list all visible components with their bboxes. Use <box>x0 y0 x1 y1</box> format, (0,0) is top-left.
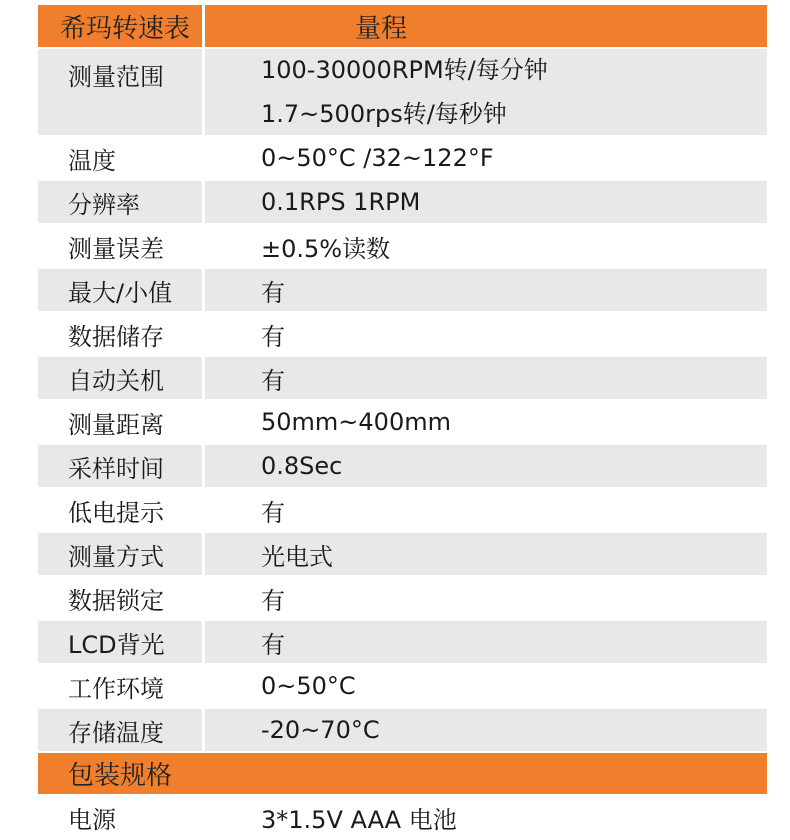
row-value <box>205 709 767 751</box>
row-label: 测量距离 <box>38 401 205 443</box>
table-row <box>38 181 767 225</box>
table-body <box>38 49 767 753</box>
row-label: 测量误差 <box>38 225 205 267</box>
row-value-line: 100-30000RPM转/每分钟 <box>261 56 548 84</box>
section-header-packaging <box>38 753 767 796</box>
table-row <box>38 49 767 137</box>
row-value <box>205 621 767 663</box>
row-value <box>205 665 767 707</box>
row-label: 低电提示 <box>38 489 205 531</box>
table-row <box>38 269 767 313</box>
table-header <box>38 5 767 49</box>
row-value-line: 有 <box>261 630 285 659</box>
table-row <box>38 621 767 665</box>
table-row <box>38 137 767 181</box>
row-label: 数据储存 <box>38 313 205 355</box>
row-label: 自动关机 <box>38 357 205 399</box>
table-row <box>38 709 767 753</box>
row-value-line: 有 <box>261 586 285 615</box>
row-label: 温度 <box>38 137 205 179</box>
table-row <box>38 357 767 401</box>
row-value <box>205 269 767 311</box>
table-row <box>38 796 767 840</box>
row-value-line: 有 <box>261 322 285 351</box>
row-value-line: 有 <box>261 366 285 395</box>
row-value-line: 0~50°C <box>261 672 356 700</box>
table-row <box>38 577 767 621</box>
row-value-line: 0.1RPS 1RPM <box>261 188 421 216</box>
row-label: LCD背光 <box>38 621 205 663</box>
table-row <box>38 533 767 577</box>
row-value-line: 有 <box>261 278 285 307</box>
row-value-line: 有 <box>261 498 285 527</box>
row-value <box>205 181 767 223</box>
row-value <box>205 137 767 179</box>
row-value <box>205 225 767 267</box>
row-value-line: -20~70°C <box>261 716 380 744</box>
row-value <box>205 489 767 531</box>
row-label: 存储温度 <box>38 709 205 751</box>
spec-table <box>38 5 767 840</box>
row-value <box>205 796 767 838</box>
row-value-line: 光电式 <box>261 542 333 571</box>
row-value-line: 0.8Sec <box>261 452 343 480</box>
row-value-line: 50mm~400mm <box>261 408 451 436</box>
row-label: 电源 <box>38 796 205 838</box>
row-value <box>205 357 767 399</box>
row-value-line: 3*1.5V AAA 电池 <box>261 805 457 834</box>
table-row <box>38 401 767 445</box>
row-value-line: 0~50°C /32~122°F <box>261 144 494 172</box>
row-label: 测量方式 <box>38 533 205 575</box>
table-row <box>38 445 767 489</box>
section-body <box>38 796 767 840</box>
section-label: 包装规格 <box>68 761 173 791</box>
row-value-line: 1.7~500rps转/每秒钟 <box>261 100 507 128</box>
row-label: 数据锁定 <box>38 577 205 619</box>
header-product-name: 希玛转速表 <box>38 5 205 47</box>
table-row <box>38 313 767 357</box>
table-row <box>38 489 767 533</box>
header-range: 量程 <box>355 13 408 44</box>
row-value-line: ±0.5%读数 <box>261 234 391 263</box>
row-value <box>205 445 767 487</box>
row-label: 最大/小值 <box>38 269 205 311</box>
row-label: 工作环境 <box>38 665 205 707</box>
row-label: 测量范围 <box>38 49 205 135</box>
row-value <box>205 577 767 619</box>
table-row <box>38 225 767 269</box>
row-label: 分辨率 <box>38 181 205 223</box>
table-row <box>38 665 767 709</box>
row-value <box>205 313 767 355</box>
row-value <box>205 401 767 443</box>
row-value <box>205 49 767 135</box>
row-label: 采样时间 <box>38 445 205 487</box>
row-value <box>205 533 767 575</box>
